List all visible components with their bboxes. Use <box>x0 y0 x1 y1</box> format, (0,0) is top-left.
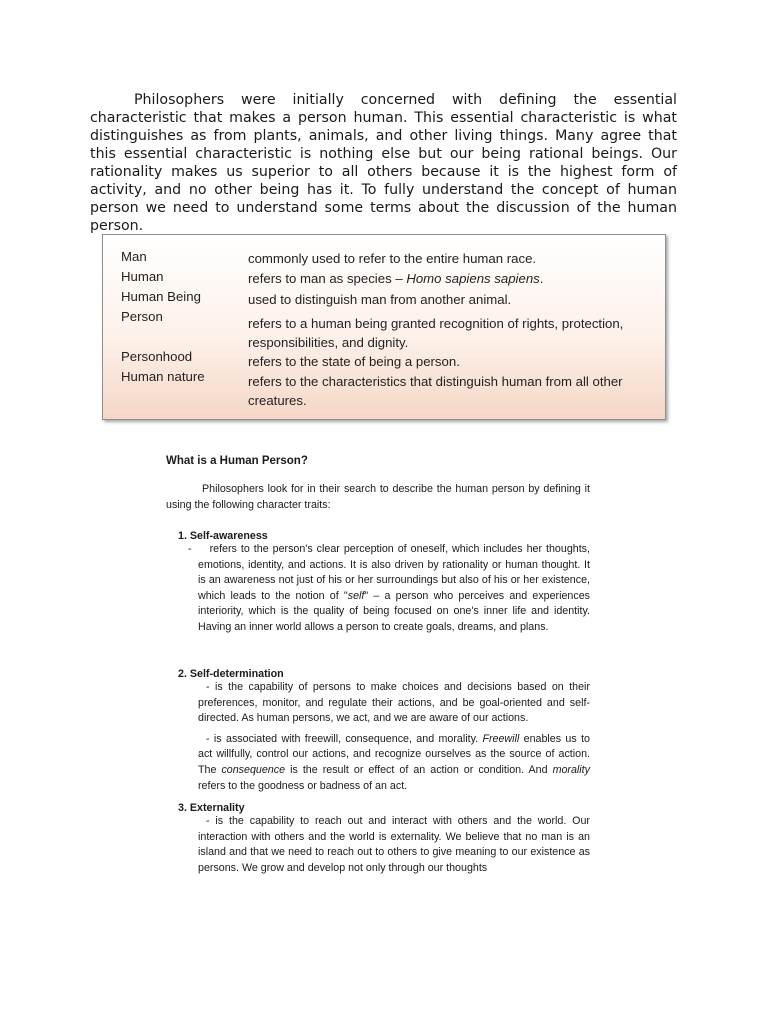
definition-personhood: refers to the state of being a person. <box>248 354 460 369</box>
trait-description: - is the capability of persons to make choices and decisions based on their preferences, monitor, and regulate their actions, and be goal-oriented and self-directed. As human persons, we act, and we are aware of our actions. <box>198 681 590 725</box>
trait-description: - is associated with freewill, consequence, and morality. Freewill enables us to act willfully, control our actions, and recognize ourselves as the source of action. The consequence is the result or effect of an action or condition. And morality refers to the goodness or badness of an act. <box>198 732 590 792</box>
definition-human: refers to man as species – Homo sapiens sapiens. <box>248 271 544 286</box>
term-human: Human <box>121 269 164 284</box>
term-person: Person <box>121 309 163 324</box>
trait-description: - refers to the person's clear perception of oneself, which includes her thoughts, emotions, identity, and actions. It is also driven by rationality or human thought. It is an awareness not just of his or her surroundings but also of his or her existence, which leads to the notion of "self" – a person who perceives and experiences interiority, which is the quality of being focused on one's inner life and identity. Having an inner world allows a person to create goals, dreams, and plans. <box>188 543 591 633</box>
trait-externality <box>178 802 590 876</box>
trait-self-awareness <box>178 530 590 636</box>
terms-table <box>102 234 666 420</box>
term-personhood: Personhood <box>121 349 193 364</box>
section-title: What is a Human Person? <box>166 455 308 467</box>
trait-description: - is the capability to reach out and interact with others and the world. Our interaction with others and the world is externality. We believe that no man is an island and that we need to reach out to others to give meaning to our existence as persons. We grow and develop not only through our thoughts <box>198 815 590 874</box>
intro-text: Philosophers were initially concerned with defining the essential characteristic that makes a person human. This essential characteristic is what distinguishes as from plants, animals, and other living things. Many agree that this essential characteristic is nothing else but our being rational beings. Our rationality makes us superior to all others because it is the highest form of activity, and no other being has it. To fully understand the concept of human person we need to understand some terms about the discussion of the human person. <box>90 92 677 234</box>
section-intro: Philosophers look for in their search to describe the human person by defining it using the following character traits: <box>166 483 590 511</box>
definition-person: refers to a human being granted recognition of rights, protection, responsibilities, and dignity. <box>248 316 624 350</box>
definition-human-being: used to distinguish man from another animal. <box>248 292 512 307</box>
intro-paragraph <box>90 91 677 235</box>
definition-man: commonly used to refer to the entire human race. <box>248 251 537 266</box>
term-human-nature: Human nature <box>121 369 205 384</box>
trait-self-determination <box>178 668 590 794</box>
term-man: Man <box>121 249 147 264</box>
definition-human-nature: refers to the characteristics that distinguish human from all other creatures. <box>248 374 623 408</box>
term-human-being: Human Being <box>121 289 201 304</box>
trait-heading: 1. Self-awareness <box>178 530 268 542</box>
trait-heading: 3. Externality <box>178 802 245 814</box>
trait-heading: 2. Self-determination <box>178 668 284 680</box>
